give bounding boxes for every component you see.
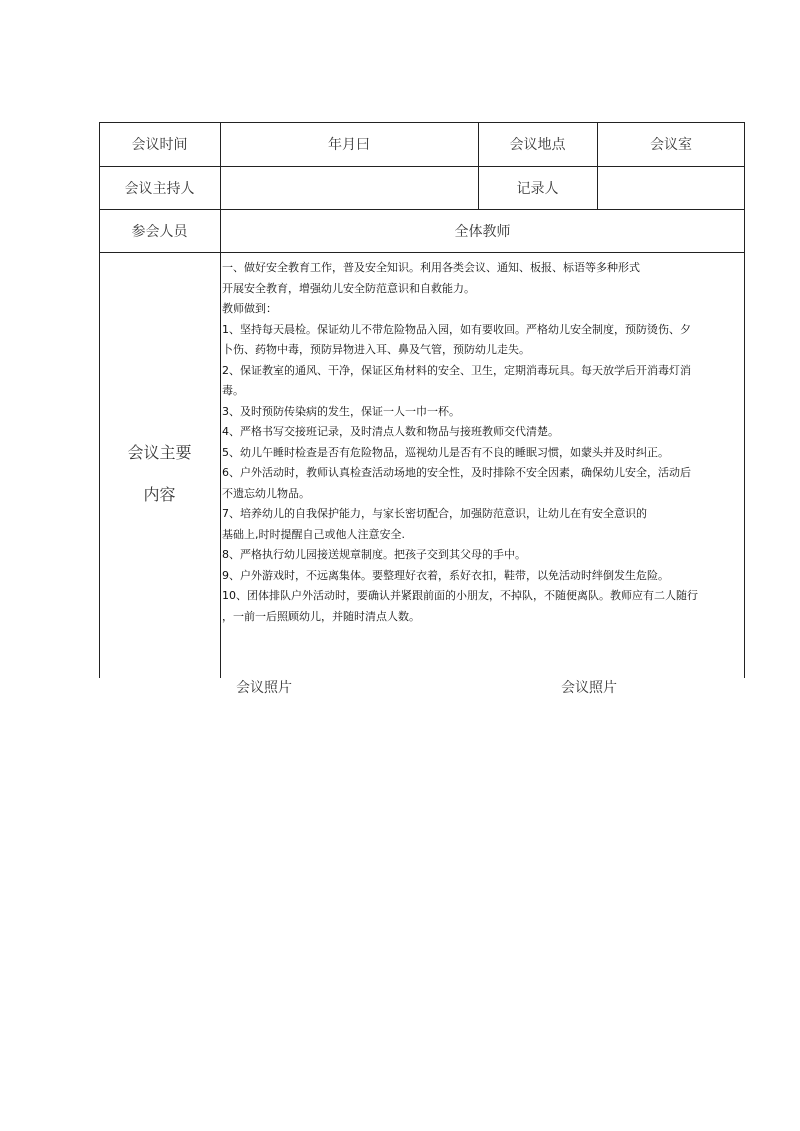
content-line: ，一前一后照顾幼儿，并随时清点人数。 xyxy=(222,609,420,623)
meeting-time-value[interactable]: 年月曰 xyxy=(328,137,370,153)
content-line: 5、幼儿午睡时检查是否有危险物品，巡视幼儿是否有不良的睡眠习惯，如蒙头并及时纠正。 xyxy=(222,445,669,459)
content-line: 2、保证教室的通风、干净，保证区角材料的安全、卫生，定期消毒玩具。每天放学后开消毒灯消 xyxy=(222,363,691,377)
attendees-label: 参会人员 xyxy=(131,223,188,240)
content-line: 10、团体排队户外活动时，要确认并紧跟前面的小朋友，不掉队，不随便离队。教师应有二人随行 xyxy=(222,589,698,602)
recorder-value[interactable] xyxy=(597,166,745,209)
content-line: 7、培养幼儿的自我保护能力，与家长密切配合，加强防范意识，让幼儿在有安全意识的 xyxy=(222,507,647,520)
meeting-content-label-line2: 内容 xyxy=(143,485,176,504)
meeting-record-table xyxy=(99,122,745,678)
meeting-photo-label-left: 会议照片 xyxy=(236,680,292,696)
content-line: 6、户外活动时，教师认真检查活动场地的安全性，及时排除不安全因素，确保幼儿安全，活动后 xyxy=(222,466,691,479)
meeting-place-label: 会议地点 xyxy=(509,137,566,153)
meeting-host-value[interactable] xyxy=(220,166,478,209)
content-line: 不遗忘幼儿物品。 xyxy=(222,486,310,500)
meeting-place-value[interactable]: 会议室 xyxy=(650,137,692,153)
content-line: 毒。 xyxy=(222,384,244,397)
content-line: 开展安全教育，增强幼儿安全防范意识和自救能力。 xyxy=(222,281,475,295)
meeting-time-label: 会议时间 xyxy=(131,137,188,153)
content-line: 基础上,时时提醒自己或他人注意安全. xyxy=(222,527,405,541)
content-line: 9、户外游戏时，不远离集体。要整理好衣着，系好衣扣，鞋带，以免活动时绊倒发生危险。 xyxy=(222,568,669,582)
content-line: 3、及时预防传染病的发生，保证一人一巾一杯。 xyxy=(222,404,460,418)
meeting-content-body[interactable] xyxy=(222,258,742,627)
content-line: 教师做到： xyxy=(222,302,277,315)
meeting-content-label-line1: 会议主要 xyxy=(127,443,192,462)
table-row-divider xyxy=(99,252,745,253)
meeting-photo-label-right: 会议照片 xyxy=(561,680,617,696)
content-line: 8、严格执行幼儿园接送规章制度。把孩子交到其父母的手中。 xyxy=(222,548,526,561)
recorder-label: 记录人 xyxy=(516,180,559,197)
content-line: 一、做好安全教育工作，普及安全知识。利用各类会议、通知、板报、标语等多种形式 xyxy=(222,261,640,274)
content-line: 卜伤、药物中毒，预防异物进入耳、鼻及气管，预防幼儿走失。 xyxy=(222,343,530,356)
content-line: 1、坚持每天晨检。保证幼儿不带危险物品入园，如有要收回。严格幼儿安全制度，预防烫伤、夕 xyxy=(222,322,691,336)
meeting-host-label: 会议主持人 xyxy=(124,180,195,197)
attendees-value[interactable]: 全体教师 xyxy=(454,223,511,240)
content-line: 4、严格书写交接班记录，及时清点人数和物品与接班教师交代清楚。 xyxy=(222,425,559,438)
